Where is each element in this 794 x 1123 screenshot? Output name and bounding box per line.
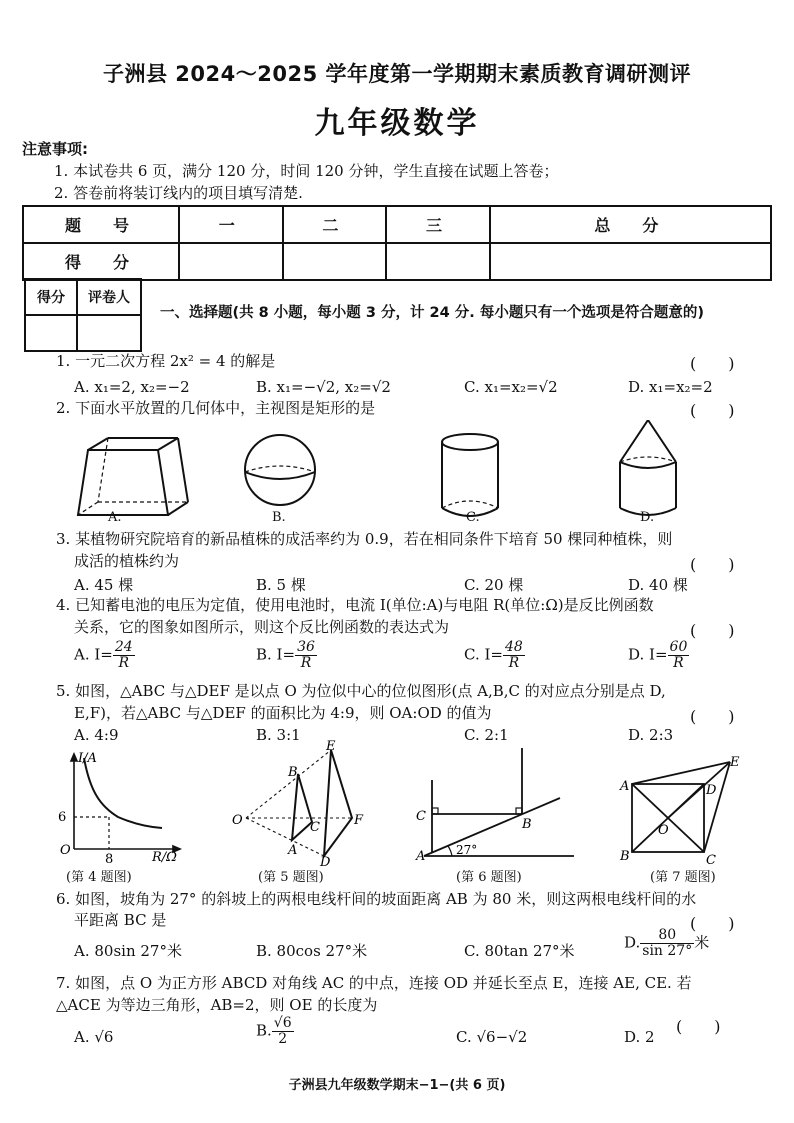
q4-fraction (668, 640, 690, 671)
q2-option-a[interactable]: A. (108, 510, 122, 525)
score-cell: 二 (283, 206, 387, 243)
point-C: C (310, 820, 320, 835)
grader-score-input[interactable] (25, 315, 77, 351)
fraction-numerator: 24 (114, 639, 133, 655)
note-item-2: 2. 答卷前将装订线内的项目填写清楚. (54, 184, 303, 202)
q3-option-c[interactable]: C. 20 棵 (464, 576, 524, 594)
figure-6-caption: (第 6 题图) (456, 870, 522, 885)
fraction-numerator: 80 (640, 928, 694, 944)
q1-option-d[interactable]: D. x₁=x₂=2 (628, 378, 713, 396)
segment-OE (668, 762, 730, 818)
q6-option-d[interactable] (624, 928, 709, 959)
q3-stem-line2: 成活的植株约为 (74, 552, 180, 570)
q2-option-d[interactable]: D. (640, 510, 655, 525)
score-table-score-row (23, 243, 771, 280)
q6-option-d-unit: 米 (694, 933, 710, 952)
y-axis-label: I/A (78, 751, 97, 766)
right-angle-B (516, 808, 522, 814)
page-footer: 子洲县九年级数学期末−1−(共 6 页) (288, 1078, 506, 1093)
fraction-denominator: R (673, 655, 684, 671)
x-tick-label: 8 (105, 852, 114, 867)
answer-paren[interactable]: ( ) (690, 707, 735, 726)
fraction-denominator: sin 27° (642, 943, 693, 959)
figure-6 (410, 740, 580, 864)
q4-stem-line1: 4. 已知蓄电池的电压为定值，使用电池时，电流 I(单位:A)与电阻 R(单位:Ω)是反比例函数 (56, 596, 654, 614)
grader-box (24, 278, 142, 352)
figure-4-caption: (第 4 题图) (66, 870, 132, 885)
score-cell: 总 分 (490, 206, 771, 243)
fraction-numerator: 60 (669, 639, 688, 655)
score-input-cell[interactable] (386, 243, 490, 280)
fraction-denominator: 2 (278, 1031, 288, 1047)
point-D: D (320, 855, 331, 868)
figure-7-caption: (第 7 题图) (650, 870, 716, 885)
q4-option-letter: B. I= (256, 645, 296, 664)
score-cell: 得 分 (23, 243, 179, 280)
x-axis-label: R/Ω (152, 850, 177, 865)
q1-stem: 1. 一元二次方程 2x² = 4 的解是 (56, 352, 276, 370)
q4-option-letter: A. I= (74, 645, 113, 664)
score-table (22, 205, 772, 281)
answer-paren[interactable]: ( ) (676, 1017, 721, 1036)
q7-option-b-letter: B. (256, 1021, 272, 1040)
notes-heading: 注意事项: (22, 140, 88, 158)
exam-title: 子洲县 2024～2025 学年度第一学期期末素质教育调研测评 (102, 62, 691, 86)
section-title: 一、选择题(共 8 小题，每小题 3 分，计 24 分. 每小题只有一个选项是符合题意的) (160, 305, 704, 321)
q7-option-a[interactable]: A. √6 (74, 1028, 114, 1046)
fraction-denominator: R (300, 655, 312, 671)
q3-stem-line1: 3. 某植物研究院培育的新品植株的成活率约为 0.9，若在相同条件下培育 50 棵同种植株，则 (56, 530, 673, 548)
sphere-solid (245, 435, 315, 505)
q6-option-a[interactable]: A. 80sin 27°米 (74, 942, 182, 960)
point-F: F (354, 813, 364, 828)
point-B: B (288, 765, 298, 780)
q7-option-c[interactable]: C. √6−√2 (456, 1028, 528, 1046)
answer-paren[interactable]: ( ) (690, 914, 735, 933)
cone-cylinder-solid (620, 420, 676, 515)
grader-score-label: 得分 (25, 279, 77, 315)
q7-stem-line2: △ACE 为等边三角形，AB=2，则 OE 的长度为 (56, 996, 378, 1014)
score-cell: 一 (179, 206, 283, 243)
point-C: C (706, 853, 716, 868)
q6-option-c[interactable]: C. 80tan 27°米 (464, 942, 575, 960)
q4-option-d[interactable] (628, 640, 689, 671)
triangle-DEF (324, 750, 352, 856)
fraction-numerator: 36 (297, 639, 315, 655)
grader-name-label: 评卷人 (77, 279, 141, 315)
exam-subject: 九年级数学 (314, 106, 480, 141)
triangle-ABC (292, 774, 312, 840)
point-O: O (232, 813, 243, 828)
q4-fraction (295, 640, 317, 671)
q4-fraction (503, 640, 525, 671)
point-A: A (620, 779, 630, 794)
q4-option-letter: C. I= (464, 645, 503, 664)
q6-option-d-letter: D. (624, 933, 641, 952)
answer-paren[interactable]: ( ) (690, 354, 735, 373)
q2-stem: 2. 下面水平放置的几何体中，主视图是矩形的是 (56, 399, 376, 417)
q5-option-d[interactable]: D. 2:3 (628, 726, 674, 744)
q1-option-c[interactable]: C. x₁=x₂=√2 (464, 378, 558, 396)
score-input-cell[interactable] (490, 243, 771, 280)
score-cell: 三 (386, 206, 490, 243)
cylinder-solid (442, 434, 498, 516)
answer-paren[interactable]: ( ) (690, 401, 735, 420)
figure-7 (616, 752, 746, 868)
point-A: A (416, 849, 426, 864)
q6-option-b[interactable]: B. 80cos 27°米 (256, 942, 368, 960)
q2-option-b[interactable]: B. (272, 510, 286, 525)
score-cell: 题 号 (23, 206, 179, 243)
fraction-denominator: R (508, 655, 520, 671)
point-E: E (326, 740, 336, 754)
q6-stem-line1: 6. 如图，坡角为 27° 的斜坡上的两根电线杆间的坡面距离 AB 为 80 米，则这两根电线杆间的水 (56, 890, 697, 908)
slope-line (424, 798, 560, 856)
y-axis-arrow (71, 754, 77, 761)
point-D: D (706, 783, 717, 798)
q7-option-b[interactable] (256, 1016, 294, 1047)
grader-name-input[interactable] (77, 315, 141, 351)
q7-stem-line1: 7. 如图，点 O 为正方形 ABCD 对角线 AC 的中点，连接 OD 并延长至点 E，连接 AE, CE. 若 (56, 974, 692, 992)
hyperbola-curve (84, 758, 162, 828)
answer-paren[interactable]: ( ) (690, 621, 735, 640)
point-A: A (288, 843, 298, 858)
q3-option-a[interactable]: A. 45 棵 (74, 576, 134, 594)
q7-option-d[interactable]: D. 2 (624, 1028, 655, 1046)
q1-option-a[interactable]: A. x₁=2, x₂=−2 (74, 378, 190, 396)
ray-OE (246, 750, 331, 818)
q5-stem-line1: 5. 如图，△ABC 与△DEF 是以点 O 为位似中心的位似图形(点 A,B,C 的对应点分别是点 D, (56, 682, 666, 700)
score-input-cell[interactable] (283, 243, 387, 280)
fraction-denominator: R (118, 655, 130, 671)
figure-4 (52, 746, 192, 871)
q2-solids (60, 420, 760, 528)
point-E: E (730, 755, 740, 770)
fraction-numerator: 48 (504, 639, 523, 655)
q2-option-c[interactable]: C. (466, 510, 480, 525)
q4-fraction (113, 640, 135, 671)
q5-stem-line2: E,F)，若△ABC 与△DEF 的面积比为 4:9，则 OA:OD 的值为 (74, 704, 492, 722)
q5-option-a[interactable]: A. 4:9 (74, 726, 119, 744)
figure-5-caption: (第 5 题图) (258, 870, 324, 885)
note-item-1: 1. 本试卷共 6 页，满分 120 分，时间 120 分钟，学生直接在试题上答卷； (54, 162, 559, 180)
segment-CE (704, 762, 730, 852)
q4-option-a[interactable] (74, 640, 135, 671)
q3-option-d[interactable]: D. 40 棵 (628, 576, 688, 594)
point-O: O (658, 823, 669, 838)
q6-stem-line2: 平距离 BC 是 (74, 911, 167, 929)
score-table-header-row (23, 206, 771, 243)
q1-option-b[interactable]: B. x₁=−√2, x₂=√2 (256, 378, 391, 396)
point-B: B (620, 849, 630, 864)
point-B: B (522, 817, 532, 832)
q4-stem-line2: 关系，它的图象如图所示，则这个反比例函数的表达式为 (74, 618, 450, 636)
answer-paren[interactable]: ( ) (690, 555, 735, 574)
angle-arc (448, 846, 452, 856)
q5-option-c[interactable]: C. 2:1 (464, 726, 509, 744)
point-C: C (416, 809, 426, 824)
y-tick-label: 6 (58, 810, 67, 825)
q6-fraction (640, 928, 694, 959)
origin-label: O (60, 843, 71, 858)
angle-label: 27° (456, 843, 478, 857)
q3-option-b[interactable]: B. 5 棵 (256, 576, 306, 594)
score-input-cell[interactable] (179, 243, 283, 280)
frustum-solid (78, 438, 188, 515)
q4-option-letter: D. I= (628, 645, 668, 664)
q4-option-b[interactable] (256, 640, 317, 671)
figure-5 (226, 740, 376, 868)
q5-option-b[interactable]: B. 3:1 (256, 726, 301, 744)
q4-option-c[interactable] (464, 640, 525, 671)
fraction-numerator: √6 (273, 1015, 292, 1031)
segment-AE (632, 762, 730, 784)
q7-fraction (272, 1016, 294, 1047)
